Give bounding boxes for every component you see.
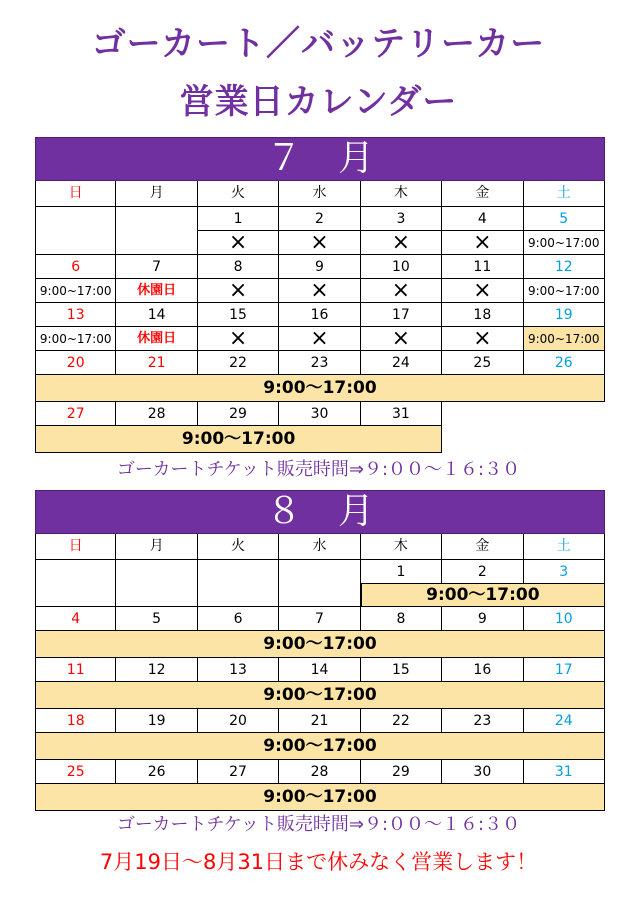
date-cell: 16	[279, 303, 360, 327]
date-cell: 23	[442, 709, 523, 733]
date-cell: 21	[116, 351, 197, 375]
date-cell: 27	[198, 760, 279, 784]
date-cell: 22	[361, 709, 442, 733]
date-cell: 6	[35, 255, 116, 279]
status-cell	[116, 231, 197, 255]
park-closed-label: 休園日	[116, 279, 197, 303]
weekday-tue: 火	[198, 181, 279, 207]
date-cell: 12	[116, 658, 197, 682]
date-cell: 10	[361, 255, 442, 279]
hours-cell: 9:00~17:00	[35, 279, 116, 303]
closed-mark: ×	[279, 279, 360, 303]
date-cell: 9	[279, 255, 360, 279]
weekday-thu: 木	[361, 534, 442, 560]
july-week1-status	[35, 231, 605, 255]
date-cell: 9	[442, 607, 523, 631]
july-week4-dates	[35, 351, 605, 375]
date-cell: 3	[524, 560, 605, 584]
weekday-header-row	[35, 534, 605, 560]
open-everyday-notice: 7月19日～8月31日まで休みなく営業します！	[99, 850, 538, 874]
date-cell: 8	[361, 607, 442, 631]
weekday-mon: 月	[116, 181, 197, 207]
date-cell: 14	[279, 658, 360, 682]
august-month-label: ８ 月	[35, 490, 605, 534]
closed-mark: ×	[442, 327, 523, 351]
date-cell: 5	[116, 607, 197, 631]
august-calendar	[35, 490, 605, 811]
weekday-sat: 土	[524, 181, 605, 207]
date-cell	[116, 207, 197, 231]
date-cell: 23	[279, 351, 360, 375]
date-cell: 29	[361, 760, 442, 784]
closed-mark: ×	[442, 279, 523, 303]
weekday-thu: 木	[361, 181, 442, 207]
date-cell: 7	[279, 607, 360, 631]
weekday-sun: 日	[35, 181, 116, 207]
date-cell: 20	[35, 351, 116, 375]
date-cell: 18	[442, 303, 523, 327]
closed-mark: ×	[361, 327, 442, 351]
date-cell: 31	[524, 760, 605, 784]
date-cell: 22	[198, 351, 279, 375]
page-title-line1: ゴーカート／バッテリーカー	[91, 24, 546, 64]
date-cell: 14	[116, 303, 197, 327]
closed-mark: ×	[279, 231, 360, 255]
august-week2-hours-band: 9:00～17:00	[35, 631, 605, 658]
date-cell: 13	[198, 658, 279, 682]
date-cell: 8	[198, 255, 279, 279]
hours-cell: 9:00~17:00	[524, 231, 605, 255]
august-week4-dates	[35, 709, 605, 733]
date-cell: 25	[35, 760, 116, 784]
date-cell: 12	[524, 255, 605, 279]
closed-mark: ×	[361, 279, 442, 303]
date-cell	[35, 560, 116, 607]
july-calendar	[35, 137, 605, 453]
date-cell: 3	[361, 207, 442, 231]
weekday-header-row	[35, 181, 605, 207]
date-cell: 13	[35, 303, 116, 327]
july-week2-dates	[35, 255, 605, 279]
date-cell: 11	[35, 658, 116, 682]
date-cell	[279, 560, 360, 607]
date-cell: 28	[279, 760, 360, 784]
august-week3-hours-band: 9:00～17:00	[35, 682, 605, 709]
date-cell: 24	[524, 709, 605, 733]
july-week2-status	[35, 279, 605, 303]
july-week5-hours-band: 9:00～17:00	[35, 426, 442, 453]
august-week1-dates	[35, 560, 605, 584]
date-cell: 31	[361, 402, 442, 426]
weekday-wed: 水	[279, 534, 360, 560]
closed-mark: ×	[198, 279, 279, 303]
weekday-sun: 日	[35, 534, 116, 560]
date-cell: 17	[524, 658, 605, 682]
date-cell	[198, 560, 279, 607]
date-cell: 11	[442, 255, 523, 279]
date-cell: 30	[279, 402, 360, 426]
hours-cell-highlighted: 9:00~17:00	[524, 327, 605, 351]
august-week2-dates	[35, 607, 605, 631]
date-cell: 26	[524, 351, 605, 375]
date-cell: 18	[35, 709, 116, 733]
weekday-mon: 月	[116, 534, 197, 560]
page-title-line2: 営業日カレンダー	[179, 82, 458, 122]
weekday-fri: 金	[442, 181, 523, 207]
date-cell: 25	[442, 351, 523, 375]
august-week4-hours-band: 9:00～17:00	[35, 733, 605, 760]
date-cell	[35, 207, 116, 231]
hours-cell: 9:00~17:00	[35, 327, 116, 351]
july-week4-hours-band: 9:00～17:00	[35, 375, 605, 402]
date-cell: 2	[279, 207, 360, 231]
date-cell: 28	[116, 402, 197, 426]
july-week3-dates	[35, 303, 605, 327]
status-cell	[35, 231, 116, 255]
closed-mark: ×	[442, 231, 523, 255]
july-week5-dates	[35, 402, 605, 426]
date-cell: 20	[198, 709, 279, 733]
date-cell: 10	[524, 607, 605, 631]
july-month-label: ７ 月	[35, 137, 605, 181]
weekday-tue: 火	[198, 534, 279, 560]
date-cell: 4	[442, 207, 523, 231]
date-cell	[116, 560, 197, 607]
date-cell: 30	[442, 760, 523, 784]
date-cell: 17	[361, 303, 442, 327]
august-ticket-note: ゴーカートチケット販売時間⇒９:００～１６:３０	[116, 814, 521, 835]
closed-mark: ×	[361, 231, 442, 255]
date-cell: 24	[361, 351, 442, 375]
date-cell: 15	[198, 303, 279, 327]
date-cell: 19	[524, 303, 605, 327]
date-cell: 2	[442, 560, 523, 584]
august-week1	[35, 560, 605, 607]
date-cell: 26	[116, 760, 197, 784]
date-cell: 1	[361, 560, 442, 584]
weekday-wed: 水	[279, 181, 360, 207]
closed-mark: ×	[198, 231, 279, 255]
hours-cell: 9:00~17:00	[524, 279, 605, 303]
august-week3-dates	[35, 658, 605, 682]
date-cell: 1	[198, 207, 279, 231]
date-cell: 27	[35, 402, 116, 426]
date-cell: 29	[198, 402, 279, 426]
july-week3-status	[35, 327, 605, 351]
august-week5-hours-band: 9:00～17:00	[35, 784, 605, 811]
date-cell: 15	[361, 658, 442, 682]
closed-mark: ×	[279, 327, 360, 351]
date-cell: 19	[116, 709, 197, 733]
date-cell: 7	[116, 255, 197, 279]
weekday-sat: 土	[524, 534, 605, 560]
date-cell: 21	[279, 709, 360, 733]
july-ticket-note: ゴーカートチケット販売時間⇒９:００～１６:３０	[116, 459, 521, 480]
july-week1-dates	[35, 207, 605, 231]
weekday-fri: 金	[442, 534, 523, 560]
closed-mark: ×	[198, 327, 279, 351]
august-week5-dates	[35, 760, 605, 784]
date-cell: 5	[524, 207, 605, 231]
august-week1-hours-band: 9:00～17:00	[361, 584, 605, 607]
date-cell: 6	[198, 607, 279, 631]
date-cell: 16	[442, 658, 523, 682]
park-closed-label: 休園日	[116, 327, 197, 351]
date-cell: 4	[35, 607, 116, 631]
